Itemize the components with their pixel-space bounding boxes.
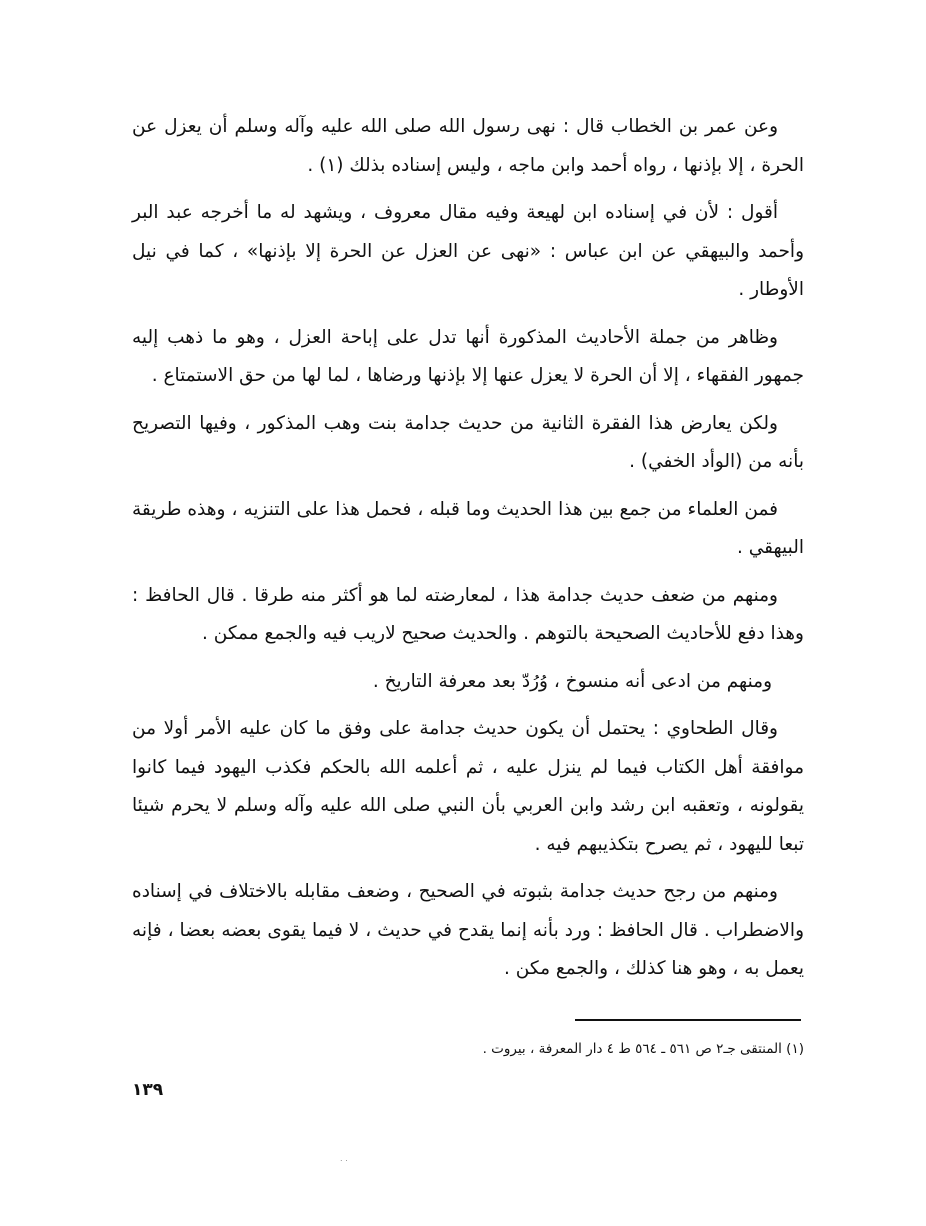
paragraph-3: وظاهر من جملة الأحاديث المذكورة أنها تدل على إباحة العزل ، وهو ما ذهب إليه جمهور الفقهاء ، إلا أن الحرة لا يعزل عنها إلا بإذنها ورضاها ، لما لها من حق الاستمتاع . xyxy=(132,326,804,386)
footnote: (١) المنتقى جـ٢ ص ٥٦١ ـ ٥٦٤ ط ٤ دار المعرفة ، بيروت . xyxy=(482,1041,804,1057)
page-number: ١٣٩ xyxy=(132,1080,164,1100)
scan-specks: . . xyxy=(340,1154,348,1163)
paragraph-2: أقول : لأن في إسناده ابن لهيعة وفيه مقال معروف ، ويشهد له ما أخرجه عبد البر وأحمد والبيهقي عن ابن عباس : «نهى عن العزل عن الحرة إلا بإذنها» ، كما في نيل الأوطار . xyxy=(132,202,804,300)
paragraph-6: ومنهم من ضعف حديث جدامة هذا ، لمعارضته لما هو أكثر منه طرقا . قال الحافظ : وهذا دفع للأحاديث الصحيحة بالتوهم . والحديث صحيح لاريب فيه والجمع ممكن . xyxy=(132,584,804,644)
footnote-divider xyxy=(575,1019,801,1021)
paragraph-5: فمن العلماء من جمع بين هذا الحديث وما قبله ، فحمل هذا على التنزيه ، وهذه طريقة البيهقي . xyxy=(132,498,804,558)
paragraph-8: وقال الطحاوي : يحتمل أن يكون حديث جدامة على وفق ما كان عليه الأمر أولا من موافقة أهل الكتاب فيما لم ينزل عليه ، ثم أعلمه الله بالحكم فكذب اليهود فيما كانوا يقولونه ، وتعقبه ابن رشد وابن العربي بأن النبي صلى الله عليه وآله وسلم لا يحرم شيئا تبعا لليهود ، ثم يصرح بتكذيبهم فيه . xyxy=(132,718,804,855)
paragraph-7: ومنهم من ادعى أنه منسوخ ، وُرُدّ بعد معرفة التاريخ . xyxy=(372,670,772,692)
main-text xyxy=(132,108,804,998)
paragraph-1: وعن عمر بن الخطاب قال : نهى رسول الله صلى الله عليه وآله وسلم أن يعزل عن الحرة ، إلا بإذنها ، رواه أحمد وابن ماجه ، وليس إسناده بذلك (١) . xyxy=(132,116,804,176)
paragraph-9: ومنهم من رجح حديث جدامة بثبوته في الصحيح ، وضعف مقابله بالاختلاف في إسناده والاضطراب . قال الحافظ : ورد بأنه إنما يقدح في حديث ، لا فيما يقوى بعضه بعضا ، فإنه يعمل به ، وهو هنا كذلك ، والجمع مكن . xyxy=(132,881,804,979)
paragraph-4: ولكن يعارض هذا الفقرة الثانية من حديث جدامة بنت وهب المذكور ، وفيها التصريح بأنه من (الوأد الخفي) . xyxy=(132,412,804,472)
